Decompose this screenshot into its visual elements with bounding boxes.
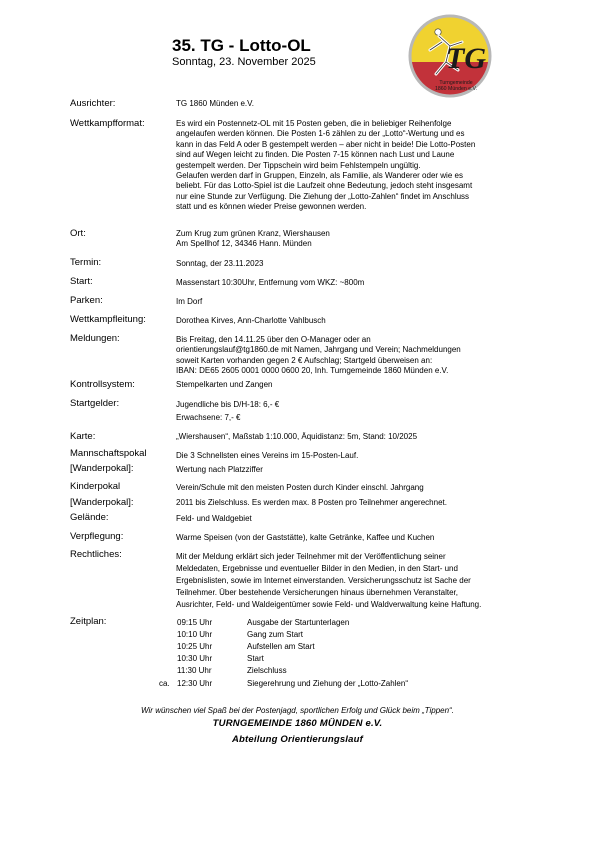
text-line: Die 3 Schnellsten eines Vereins im 15-Posten-Lauf.	[176, 451, 359, 460]
label-parken: Parken:	[70, 295, 103, 306]
schedule-time: 10:30 Uhr	[177, 654, 213, 663]
text-line: Am Spellhof 12, 34346 Hann. Münden	[176, 239, 312, 249]
schedule-time: 10:10 Uhr	[177, 630, 213, 639]
value-kinderpokal	[176, 483, 568, 509]
text-line: Zum Krug zum grünen Kranz, Wiershausen	[176, 229, 330, 238]
text-line: beliebt. Für das Lotto-Spiel ist die Laufzeit ohne Bedeutung, jedoch steht insgesamt	[176, 181, 473, 191]
page-subtitle: Sonntag, 23. November 2025	[172, 56, 316, 68]
schedule-item: Ausgabe der Startunterlagen	[247, 618, 350, 627]
value-meldungen	[176, 335, 568, 377]
value-ort	[176, 229, 568, 250]
schedule-time: 12:30 Uhr	[177, 679, 213, 688]
value-parken: Im Dorf	[176, 297, 203, 306]
label-wettkampfformat: Wettkampfformat:	[70, 118, 145, 129]
value-rechtliches	[176, 551, 568, 611]
schedule-item: Siegerehrung und Ziehung der „Lotto-Zahlen“	[247, 679, 408, 688]
text-line: Ergebnislisten, sowie im Internet einverstanden. Versicherungsschutz ist Sache der	[176, 576, 471, 585]
text-line: Jugendliche bis D/H-18: 6,- €	[176, 400, 280, 409]
text-line: Teilnehmer. Über bestehende Versicherungen hinaus übernehmen Veranstalter,	[176, 588, 458, 597]
club-logo	[406, 12, 494, 100]
schedule-item: Gang zum Start	[247, 630, 304, 639]
label-rechtliches: Rechtliches:	[70, 549, 122, 560]
schedule-time: 09:15 Uhr	[177, 618, 213, 627]
label-kinderpokal-wanderpokal: [Wanderpokal]:	[70, 497, 134, 508]
schedule-time: 11:30 Uhr	[177, 666, 212, 675]
value-wettkampfleitung: Dorothea Kirves, Ann-Charlotte Vahlbusch	[176, 316, 326, 325]
text-line: Es wird ein Postennetz-OL mit 15 Posten geben, die in beliebiger Reihenfolge	[176, 119, 452, 128]
label-mannschaftspokal: Mannschaftspokal	[70, 448, 147, 459]
text-line: sind auf Wegen leicht zu finden. Die Posten 7-15 können nach Lust und Laune	[176, 150, 455, 160]
text-line: Verein/Schule mit den meisten Posten durch Kinder einschl. Jahrgang	[176, 483, 424, 492]
text-line: IBAN: DE65 2605 0001 0000 0600 20, Inh. Turngemeinde 1860 Münden e.V.	[176, 366, 449, 376]
label-kinderpokal: Kinderpokal	[70, 481, 121, 492]
text-line: statt und es können wieder Preise gewonnen werden.	[176, 202, 367, 212]
label-verpflegung: Verpflegung:	[70, 531, 124, 542]
value-termin: Sonntag, der 23.11.2023	[176, 259, 264, 268]
schedule-item: Aufstellen am Start	[247, 642, 315, 651]
label-zeitplan: Zeitplan:	[70, 616, 107, 627]
schedule-time: 10:25 Uhr	[177, 642, 213, 651]
value-startgelder	[176, 400, 568, 424]
label-start: Start:	[70, 276, 93, 287]
text-line: Meldedaten, Ergebnisse und eventueller Bilder in den Medien, in den Start- und	[176, 564, 458, 573]
text-line: orientierungslauf@tg1860.de mit Namen, Jahrgang und Verein; Nachmeldungen	[176, 345, 461, 355]
label-termin: Termin:	[70, 257, 102, 268]
value-wettkampfformat	[176, 119, 568, 213]
label-meldungen: Meldungen:	[70, 333, 120, 344]
value-ausrichter: TG 1860 Münden e.V.	[176, 99, 254, 108]
label-ausrichter: Ausrichter:	[70, 98, 116, 109]
text-line: angelaufen werden können. Die Posten 1-6 zählen zu der „Lotto“-Wertung und es	[176, 129, 465, 139]
value-verpflegung: Warme Speisen (von der Gaststätte), kalte Getränke, Kaffee und Kuchen	[176, 533, 435, 542]
label-karte: Karte:	[70, 431, 96, 442]
logo-monogram: TG	[446, 42, 486, 75]
page-title: 35. TG - Lotto-OL	[172, 36, 311, 55]
logo-text-line1: Turngemeinde	[439, 80, 473, 86]
schedule-prefix: ca.	[159, 679, 170, 688]
text-line: Erwachsene: 7,- €	[176, 413, 241, 423]
value-kontrollsystem: Stempelkarten und Zangen	[176, 380, 273, 389]
value-karte: „Wiershausen“, Maßstab 1:10.000, Äquidistanz: 5m, Stand: 10/2025	[176, 432, 418, 441]
text-line: 2011 bis Zielschluss. Es werden max. 8 Posten pro Teilnehmer angerechnet.	[176, 498, 447, 508]
footer-organization: TURNGEMEINDE 1860 MÜNDEN e.V.	[212, 718, 383, 729]
text-line: kann in das Feld A oder B gestempelt werden – aber nicht in beide! Die Lotto-Posten	[176, 139, 476, 149]
text-line: Bis Freitag, den 14.11.25 über den O-Manager oder an	[176, 335, 371, 344]
label-mannschaftspokal-wanderpokal: [Wanderpokal]:	[70, 463, 134, 474]
footer-wish: Wir wünschen viel Spaß bei der Postenjagd, sportlichen Erfolg und Glück beim „Tippen“.	[141, 706, 454, 715]
schedule-item: Zielschluss	[247, 666, 287, 675]
label-kontrollsystem: Kontrollsystem:	[70, 379, 135, 390]
text-line: Gelaufen werden darf in Gruppen, Einzeln, als Familie, als Wanderer oder wie es	[176, 171, 463, 181]
label-ort: Ort:	[70, 228, 86, 239]
text-line: gestempelt werden. Der Tippschein wird beim Fehlstempeln ungültig.	[176, 160, 421, 170]
label-startgelder: Startgelder:	[70, 398, 120, 409]
logo-text-line2: 1860 Münden e.V.	[435, 86, 477, 92]
schedule-item: Start	[247, 654, 264, 663]
value-start: Massenstart 10:30Uhr, Entfernung vom WKZ: ~800m	[176, 278, 365, 287]
value-mannschaftspokal	[176, 451, 568, 476]
text-line: soweit Karten vorhanden gegen 2 € Aufschlag; Startgeld überweisen an:	[176, 355, 433, 365]
footer-department: Abteilung Orientierungslauf	[231, 734, 363, 745]
text-line: nur eine Stunde zur Verfügung. Die Ziehung der „Lotto-Zahlen“ findet im Anschluss	[176, 191, 470, 201]
text-line: Ausrichter, Feld- und Waldeigentümer sowie Feld- und Waldverwaltung keine Haftung.	[176, 600, 482, 609]
text-line: Mit der Meldung erklärt sich jeder Teilnehmer mit der Veröffentlichung seiner	[176, 552, 446, 561]
text-line: Wertung nach Platzziffer	[176, 465, 263, 475]
label-gelaende: Gelände:	[70, 512, 109, 523]
value-gelaende: Feld- und Waldgebiet	[176, 514, 252, 523]
label-wettkampfleitung: Wettkampfleitung:	[70, 314, 146, 325]
